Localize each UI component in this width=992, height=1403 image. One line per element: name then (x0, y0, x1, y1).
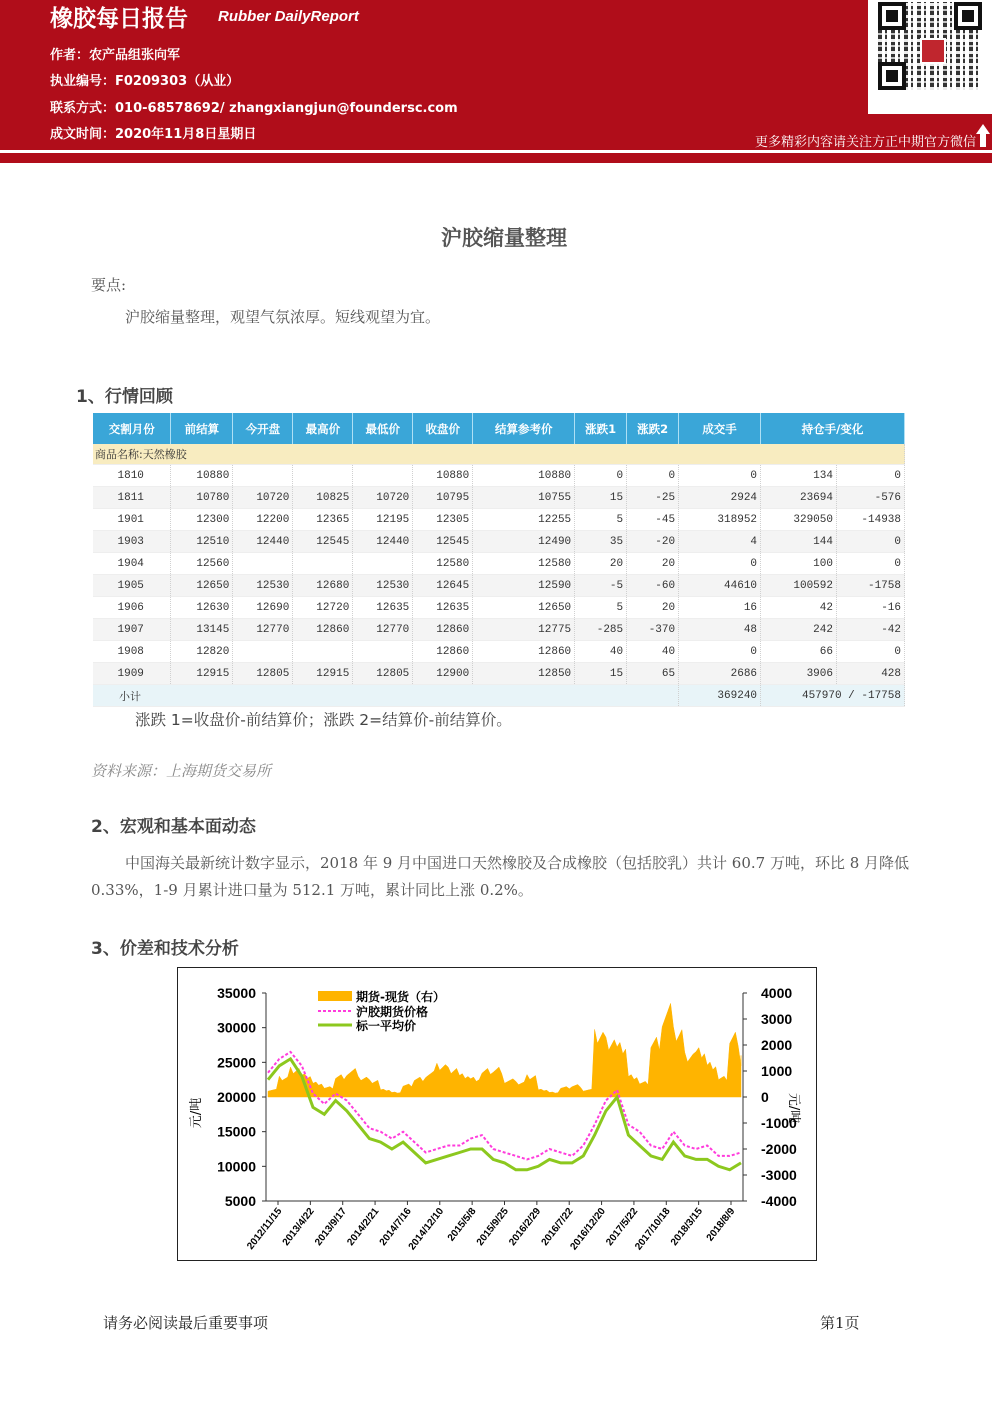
table-cell: -285 (575, 619, 627, 641)
table-cell: 12805 (353, 663, 413, 685)
brand-logo-icon (920, 38, 946, 64)
col-header: 涨跌2 (627, 413, 679, 444)
series-spread-area (268, 1003, 741, 1097)
sum-open-interest: 457970 / -17758 (761, 685, 905, 707)
table-cell: 144 (761, 531, 837, 553)
table-row (93, 619, 905, 641)
chart-svg (178, 968, 816, 1260)
table-cell: 318952 (679, 509, 761, 531)
table-cell (293, 641, 353, 663)
left-tick-label: 25000 (217, 1054, 256, 1071)
table-cell: 4 (679, 531, 761, 553)
report-header (0, 0, 992, 150)
left-tick-label: 5000 (224, 1193, 256, 1209)
x-tick-label: 2012/11/15 (245, 1206, 285, 1252)
table-cell: 42 (761, 597, 837, 619)
table-cell: 16 (679, 597, 761, 619)
x-tick-label: 2013/4/22 (280, 1206, 317, 1248)
table-cell: 1811 (93, 487, 171, 509)
table-cell: 134 (761, 465, 837, 487)
left-tick-label: 30000 (217, 1019, 256, 1036)
x-tick-label: 2018/8/9 (704, 1206, 738, 1244)
legend-swatch-spread (318, 991, 352, 1001)
qr-code-icon[interactable] (868, 0, 992, 114)
keypoints-text: 沪胶缩量整理，观望气氛浓厚。短线观望为宜。 (125, 308, 441, 326)
right-tick-label: 1000 (761, 1063, 793, 1079)
table-cell: 12690 (233, 597, 293, 619)
license-line: 执业编号：F0209303（从业） (50, 74, 240, 89)
table-cell: -14938 (836, 509, 904, 531)
table-cell: 12440 (233, 531, 293, 553)
col-header: 持仓手/变化 (761, 413, 905, 444)
table-cell: 12300 (171, 509, 233, 531)
table-cell: -45 (627, 509, 679, 531)
table-cell: 12775 (473, 619, 575, 641)
table-row (93, 553, 905, 575)
table-cell: 1909 (93, 663, 171, 685)
col-header: 结算参考价 (473, 413, 575, 444)
table-cell: 10880 (473, 465, 575, 487)
product-name-row (93, 444, 905, 465)
x-tick-label: 2014/7/16 (377, 1206, 414, 1248)
table-cell: 12860 (413, 619, 473, 641)
table-cell: 12650 (171, 575, 233, 597)
col-header: 交割月份 (93, 413, 171, 444)
x-tick-label: 2014/2/21 (345, 1206, 382, 1248)
x-tick-label: 2013/9/17 (313, 1206, 350, 1248)
left-tick-label: 20000 (217, 1089, 256, 1105)
table-cell: 1901 (93, 509, 171, 531)
col-header: 前结算 (171, 413, 233, 444)
table-row (93, 663, 905, 685)
col-header: 今开盘 (233, 413, 293, 444)
table-cell: 12490 (473, 531, 575, 553)
table-sum-row (93, 685, 905, 707)
table-cell: 20 (627, 553, 679, 575)
table-cell: 12650 (473, 597, 575, 619)
table-cell: 0 (679, 641, 761, 663)
legend-label-spread: 期货-现货（右） (356, 990, 445, 1004)
product-name: 商品名称:天然橡胶 (93, 444, 905, 465)
x-tick-label: 2017/10/18 (633, 1206, 673, 1253)
col-header: 涨跌1 (575, 413, 627, 444)
table-cell: 0 (679, 465, 761, 487)
table-cell: 40 (575, 641, 627, 663)
table-cell: 12545 (293, 531, 353, 553)
table-cell: -370 (627, 619, 679, 641)
table-cell: -576 (836, 487, 904, 509)
table-cell: 1904 (93, 553, 171, 575)
author-line: 作者：农产品组张向军 (50, 48, 181, 63)
table-cell: 12770 (353, 619, 413, 641)
section-heading-market-review: 1、行情回顾 (76, 387, 173, 407)
contact-line: 联系方式：010-68578692/ zhangxiangjun@foundersc.com (50, 101, 458, 116)
table-cell: 0 (836, 531, 904, 553)
section-heading-macro: 2、宏观和基本面动态 (91, 817, 256, 837)
sum-label: 小计 (93, 685, 679, 707)
table-header-row (93, 413, 905, 444)
table-cell: 10880 (413, 465, 473, 487)
table-cell: 12820 (171, 641, 233, 663)
table-cell (293, 553, 353, 575)
right-tick-label: 4000 (761, 985, 793, 1001)
table-cell (293, 465, 353, 487)
table-cell: 12590 (473, 575, 575, 597)
page-number: 第1页 (820, 1314, 860, 1332)
x-tick-label: 2017/5/22 (604, 1206, 641, 1248)
col-header: 最低价 (353, 413, 413, 444)
table-cell: 48 (679, 619, 761, 641)
table-cell (233, 641, 293, 663)
table-row (93, 575, 905, 597)
table-cell: 15 (575, 663, 627, 685)
table-cell: 12680 (293, 575, 353, 597)
table-cell: -1758 (836, 575, 904, 597)
table-cell: 12860 (473, 641, 575, 663)
table-cell: 12860 (413, 641, 473, 663)
table-cell: 10780 (171, 487, 233, 509)
table-cell: 3906 (761, 663, 837, 685)
x-tick-label: 2015/9/25 (474, 1206, 511, 1248)
table-cell: 1908 (93, 641, 171, 663)
x-tick-label: 2016/7/22 (539, 1206, 576, 1248)
col-header: 收盘价 (413, 413, 473, 444)
spread-chart (177, 967, 817, 1261)
right-tick-label: 2000 (761, 1037, 793, 1053)
table-cell: -5 (575, 575, 627, 597)
data-source: 资料来源：上海期货交易所 (91, 762, 272, 780)
table-cell: 2686 (679, 663, 761, 685)
section-heading-spread: 3、价差和技术分析 (91, 939, 239, 959)
keypoints-label: 要点: (91, 276, 127, 294)
x-tick-label: 2016/2/29 (507, 1206, 544, 1248)
table-cell: 15 (575, 487, 627, 509)
table-cell (353, 641, 413, 663)
left-tick-label: 10000 (217, 1158, 256, 1175)
table-cell: 12545 (413, 531, 473, 553)
table-cell: 100 (761, 553, 837, 575)
table-cell: 0 (575, 465, 627, 487)
table-cell: 0 (836, 465, 904, 487)
legend-label-futures: 沪胶期货价格 (356, 1005, 429, 1019)
table-cell: 20 (627, 597, 679, 619)
table-row (93, 487, 905, 509)
right-tick-label: -3000 (761, 1167, 797, 1183)
table-cell: 0 (627, 465, 679, 487)
report-subtitle: Rubber DailyReport (218, 8, 359, 25)
table-cell: 5 (575, 597, 627, 619)
table-cell: 12770 (233, 619, 293, 641)
table-cell: 35 (575, 531, 627, 553)
table-cell: -42 (836, 619, 904, 641)
table-cell: 40 (627, 641, 679, 663)
table-cell: 2924 (679, 487, 761, 509)
footer-disclaimer: 请务必阅读最后重要事项 (103, 1314, 269, 1332)
table-cell: 0 (836, 553, 904, 575)
table-cell: 66 (761, 641, 837, 663)
table-cell (353, 465, 413, 487)
x-tick-label: 2016/12/20 (568, 1206, 608, 1253)
table-cell: 1903 (93, 531, 171, 553)
table-cell: 0 (679, 553, 761, 575)
macro-paragraph: 中国海关最新统计数字显示，2018 年 9 月中国进口天然橡胶及合成橡胶（包括胶乳）共计 60.7 万吨，环比 8 月降低 0.33%，1-9 月累计进口量为 512.1 万吨，累计同比上涨 0.2%。 (91, 854, 910, 899)
table-cell: 1905 (93, 575, 171, 597)
y-axis-label-left: 元/吨 (189, 1097, 204, 1129)
table-cell: 10720 (353, 487, 413, 509)
table-cell: 12305 (413, 509, 473, 531)
table-cell: 12630 (171, 597, 233, 619)
col-header: 成交手 (679, 413, 761, 444)
table-cell: 12860 (293, 619, 353, 641)
table-cell: 428 (836, 663, 904, 685)
wechat-promo: 更多精彩内容请关注方正中期官方微信 (754, 135, 976, 150)
table-cell: 12645 (413, 575, 473, 597)
x-tick-label: 2015/5/8 (445, 1206, 479, 1244)
right-tick-label: -2000 (761, 1141, 797, 1157)
col-header: 最高价 (293, 413, 353, 444)
right-tick-label: 3000 (761, 1011, 793, 1027)
table-cell: 12580 (413, 553, 473, 575)
sum-volume: 369240 (679, 685, 761, 707)
table-cell: 10755 (473, 487, 575, 509)
table-cell: 23694 (761, 487, 837, 509)
table-cell: 12200 (233, 509, 293, 531)
table-cell: 10720 (233, 487, 293, 509)
table-cell: 12365 (293, 509, 353, 531)
right-tick-label: -1000 (761, 1115, 797, 1131)
date-line: 成文时间：2020年11月8日星期日 (50, 127, 257, 142)
x-tick-label: 2014/12/10 (406, 1206, 447, 1253)
table-cell: 100592 (761, 575, 837, 597)
table-cell: 12560 (171, 553, 233, 575)
table-cell: 65 (627, 663, 679, 685)
left-tick-label: 35000 (217, 985, 256, 1001)
table-cell: -60 (627, 575, 679, 597)
table-cell: 0 (836, 641, 904, 663)
table-cell: 12530 (233, 575, 293, 597)
table-cell: 12635 (413, 597, 473, 619)
table-cell: 12915 (171, 663, 233, 685)
table-cell: 1907 (93, 619, 171, 641)
table-cell: -16 (836, 597, 904, 619)
table-cell (353, 553, 413, 575)
table-cell: 44610 (679, 575, 761, 597)
table-cell: 12850 (473, 663, 575, 685)
x-tick-label: 2018/3/15 (668, 1206, 706, 1248)
table-cell: 12195 (353, 509, 413, 531)
table-cell: 242 (761, 619, 837, 641)
table-cell: 12510 (171, 531, 233, 553)
report-title: 橡胶每日报告 (50, 6, 188, 32)
document-title: 沪胶缩量整理 (441, 225, 567, 250)
table-cell (233, 553, 293, 575)
table-cell: -25 (627, 487, 679, 509)
table-cell (233, 465, 293, 487)
right-tick-label: -4000 (761, 1193, 797, 1209)
table-cell: 1906 (93, 597, 171, 619)
quote-table (93, 413, 905, 707)
table-row (93, 597, 905, 619)
table-row (93, 531, 905, 553)
y-axis-label-right: 元/吨 (786, 1092, 801, 1124)
table-cell: 10880 (171, 465, 233, 487)
right-tick-label: 0 (761, 1089, 769, 1105)
table-cell: 329050 (761, 509, 837, 531)
table-cell: 12720 (293, 597, 353, 619)
table-note: 涨跌 1=收盘价-前结算价；涨跌 2=结算价-前结算价。 (135, 711, 512, 729)
legend-label-spot: 标一平均价 (356, 1019, 417, 1033)
table-row (93, 641, 905, 663)
table-cell: 12255 (473, 509, 575, 531)
table-cell: -20 (627, 531, 679, 553)
table-cell: 12530 (353, 575, 413, 597)
table-cell: 10795 (413, 487, 473, 509)
table-cell: 12440 (353, 531, 413, 553)
table-cell: 12915 (293, 663, 353, 685)
table-cell: 12805 (233, 663, 293, 685)
table-cell: 10825 (293, 487, 353, 509)
table-cell: 12635 (353, 597, 413, 619)
table-cell: 13145 (171, 619, 233, 641)
table-cell: 20 (575, 553, 627, 575)
table-cell: 5 (575, 509, 627, 531)
table-cell: 1810 (93, 465, 171, 487)
table-cell: 12580 (473, 553, 575, 575)
table-cell: 12900 (413, 663, 473, 685)
left-tick-label: 15000 (217, 1123, 256, 1140)
header-band (0, 153, 992, 163)
table-row (93, 509, 905, 531)
table-row (93, 465, 905, 487)
